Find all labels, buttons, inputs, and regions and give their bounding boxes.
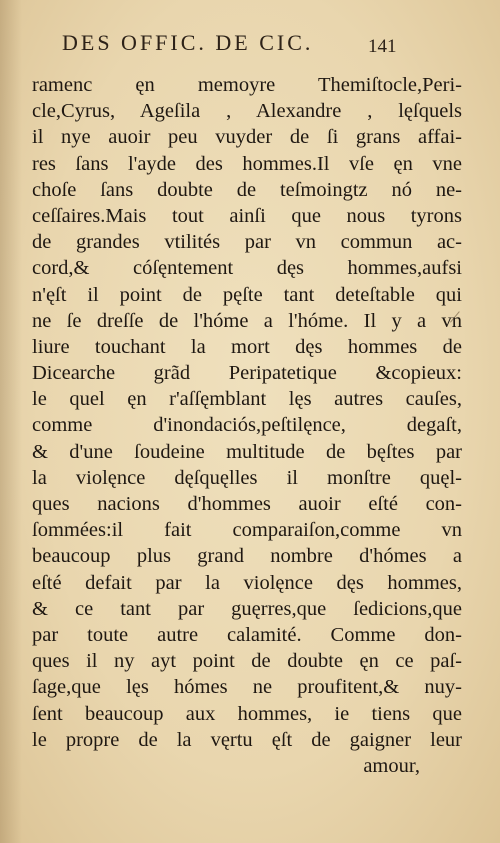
- binding-shadow: [0, 0, 22, 843]
- text-line: res ſans l'ayde des hommes.Il vſe ęn vne: [32, 152, 462, 175]
- text-line: le propre de la vęrtu ęſt de gaigner leur: [32, 728, 462, 751]
- text-line: comme d'inondaciós,peſtilęnce, degaſt,: [32, 414, 462, 437]
- text-line: par toute autre calamité. Comme don-: [32, 623, 462, 646]
- text-line: la violęnce dęſquęlles il monſtre quęl-: [32, 466, 462, 489]
- text-line: liure touchant la mort dęs hommes de: [32, 335, 462, 358]
- text-line: ſent beaucoup aux hommes, ie tiens que: [32, 702, 462, 725]
- text-line: ſommées:il fait comparaiſon,comme vn: [32, 519, 462, 542]
- text-line: & ce tant par guęrres,que ſedicions,que: [32, 597, 462, 620]
- text-line: ques il ny ayt point de doubte ęn ce paſ-: [32, 650, 462, 673]
- text-line: ne ſe dreſſe de l'hóme a l'hóme. Il y a vn: [32, 309, 462, 332]
- text-line: ques nacions d'hommes auoir eſté con-: [32, 493, 462, 515]
- text-line: de grandes vtilités par vn commun ac-: [32, 231, 462, 254]
- running-head: DES OFFIC. DE CIC.: [62, 30, 314, 55]
- text-line: n'ęſt il point de pęſte tant deteſtable qui: [32, 283, 462, 306]
- text-line: ſage,que lęs hómes ne proufitent,& nuy-: [32, 676, 462, 699]
- text-line: le quel ęn r'aſſęmblant lęs autres cauſes,: [32, 388, 462, 411]
- text-line: choſe ſans doubte de teſmoingtz nó ne-: [32, 178, 462, 201]
- text-line: ceſſaires.Mais tout ainſi que nous tyrons: [32, 204, 462, 227]
- text-line: cle,Cyrus, Ageſila , Alexandre , lęſquels: [32, 100, 462, 123]
- text-line: ramenc ęn memoyre Themiſtocle,Peri-: [32, 74, 462, 96]
- text-line: eſté defait par la violęnce dęs hommes,: [32, 571, 462, 594]
- text-line: Dicearche grãd Peripatetique &copieux:: [32, 362, 462, 385]
- text-line: cord,& cóſęntement dęs hommes,aufsi: [32, 257, 462, 280]
- page-number: 141: [368, 36, 397, 57]
- text-line: & d'une ſoudeine multitude de bęſtes par: [32, 440, 462, 463]
- body-text: [32, 72, 462, 779]
- text-line: il nye auoir peu vuyder de ſi grans affai-: [32, 126, 462, 149]
- text-line: beaucoup plus grand nombre d'hómes a: [32, 545, 462, 568]
- text-line: amour,: [363, 754, 420, 777]
